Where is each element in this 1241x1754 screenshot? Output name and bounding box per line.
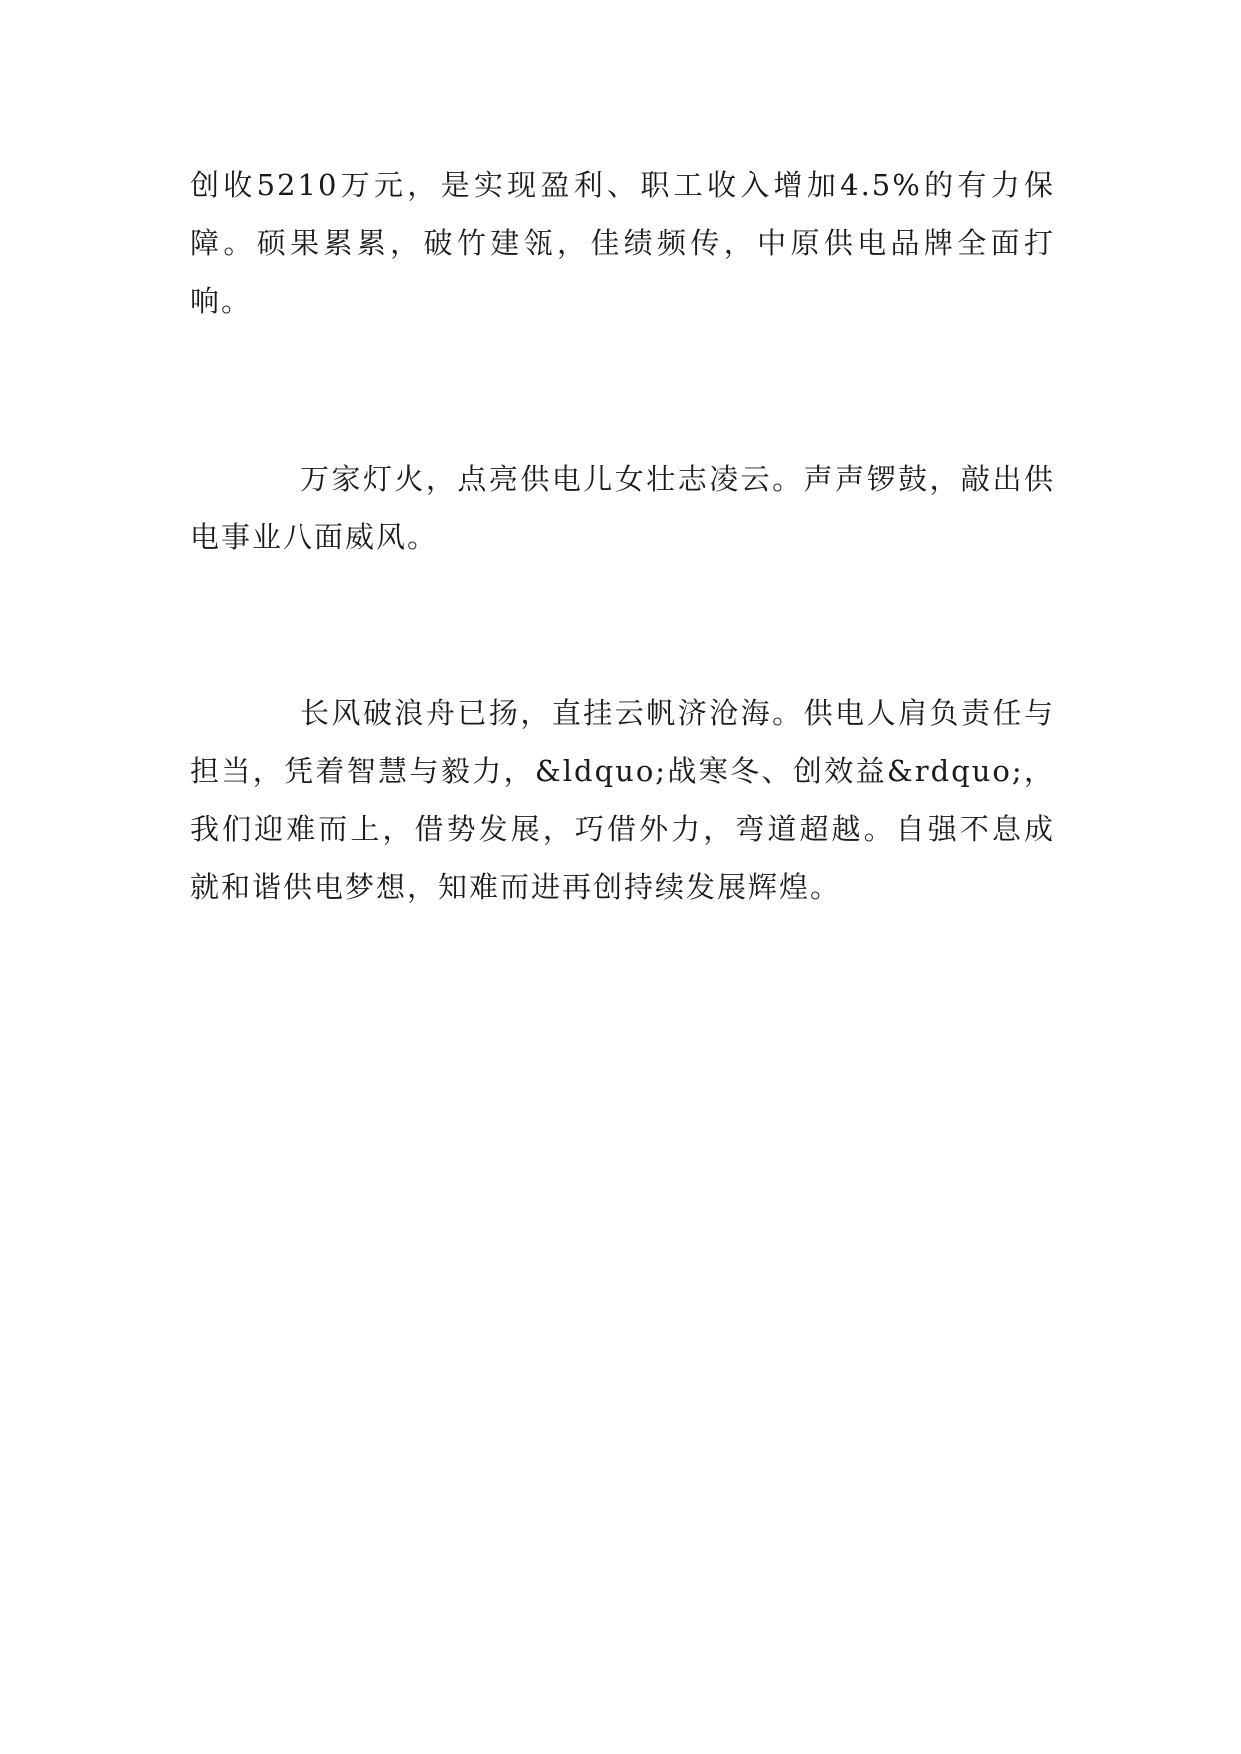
paragraph-lights: 万家灯火，点亮供电儿女壮志凌云。声声锣鼓，敲出供电事业八面威风。: [190, 462, 1055, 554]
paragraph-voyage: 长风破浪舟已扬，直挂云帆济沧海。供电人肩负责任与担当，凭着智慧与毅力，&ldquo;战寒冬、创效益&rdquo;，我们迎难而上，借势发展，巧借外力，弯道超越。自强不息成就和谐供电梦想，知难而进再创持续发展辉煌。: [190, 696, 1055, 904]
paragraph-revenue: 创收5210万元，是实现盈利、职工收入增加4.5%的有力保障。硕果累累，破竹建瓴，佳绩频传，中原供电品牌全面打响。: [190, 168, 1055, 318]
